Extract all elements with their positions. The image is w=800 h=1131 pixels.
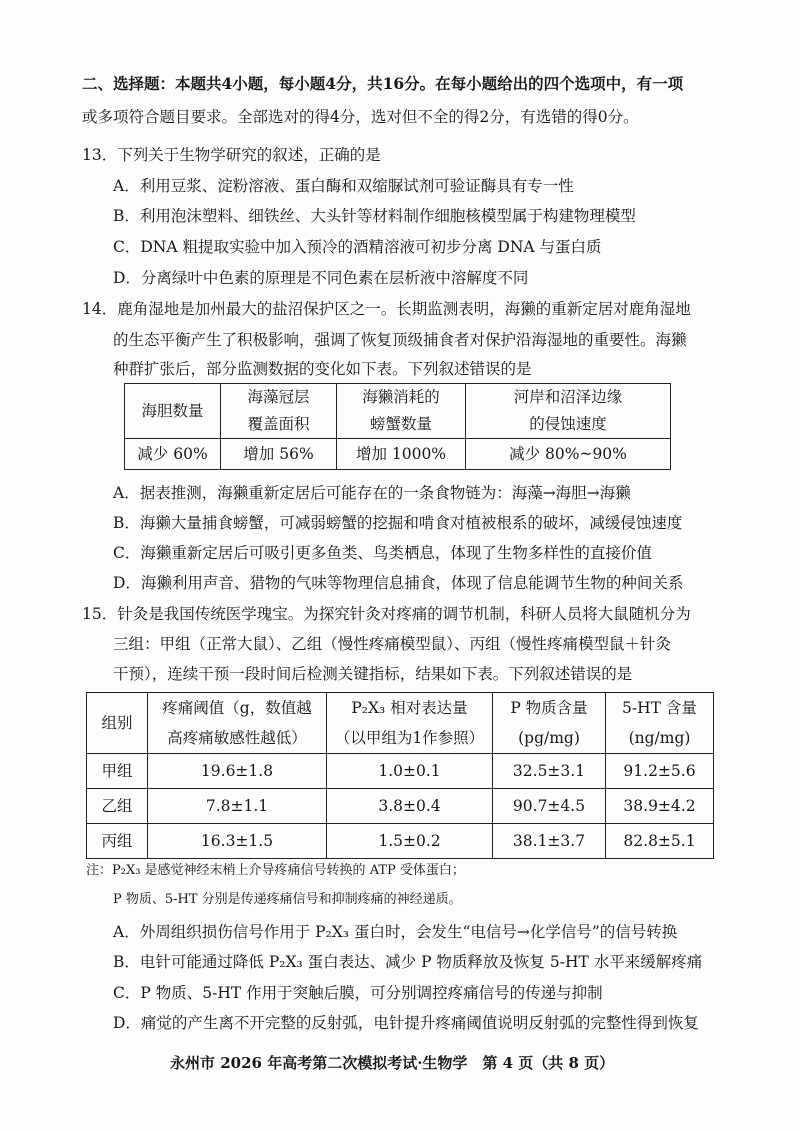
q14-cell: 减少 60% (125, 439, 221, 470)
q14-table (124, 383, 671, 470)
q15-cell: 7.8±1.1 (148, 789, 327, 824)
q15-table-row (87, 824, 714, 859)
q15-cell: 16.3±1.5 (148, 824, 327, 859)
q15-header-p-substance-1: P 物质含量 (510, 699, 588, 717)
q13-option-d: D．分离绿叶中色素的原理是不同色素在层析液中溶解度不同 (113, 269, 529, 287)
q15-header-p-substance-2: (pg/mg) (518, 729, 580, 747)
q15-header-p2x3-2: （以甲组为1作参照） (334, 729, 485, 747)
q15-cell: 1.0±0.1 (327, 754, 493, 789)
q14-stem-line-1: 14．鹿角湿地是加州最大的盐沼保护区之一。长期监测表明，海獭的重新定居对鹿角湿地 (82, 300, 691, 318)
q14-option-c: C．海獭重新定居后可吸引更多鱼类、鸟类栖息，体现了生物多样性的直接价值 (113, 544, 652, 562)
q13-option-a: A．利用豆浆、淀粉溶液、蛋白酶和双缩脲试剂可验证酶具有专一性 (113, 177, 574, 195)
q15-header-threshold-1: 疼痛阈值（g，数值越 (162, 699, 312, 717)
q14-header-kelp-1: 海藻冠层 (247, 388, 310, 406)
q14-header-crab-2: 螃蟹数量 (369, 415, 432, 433)
q15-option-c: C．P 物质、5-HT 作用于突触后膜，可分别调控疼痛信号的传递与抑制 (113, 984, 603, 1002)
q15-header-cell (606, 693, 714, 754)
q15-table-header-row (87, 693, 714, 754)
q14-option-d: D．海獭利用声音、猎物的气味等物理信息捕食，体现了信息能调节生物的种间关系 (113, 574, 684, 592)
q15-cell: 甲组 (87, 754, 148, 789)
q15-cell: 82.8±5.1 (606, 824, 714, 859)
q15-stem-line-1: 15．针灸是我国传统医学瑰宝。为探究针灸对疼痛的调节机制，科研人员将大鼠随机分为 (82, 605, 691, 623)
q15-header-p2x3-1: P₂X₃ 相对表达量 (351, 699, 468, 717)
q15-cell: 3.8±0.4 (327, 789, 493, 824)
q14-cell: 增加 56% (221, 439, 337, 470)
q15-header-group: 组别 (101, 714, 133, 732)
q15-cell: 19.6±1.8 (148, 754, 327, 789)
q15-option-a: A．外周组织损伤信号作用于 P₂X₃ 蛋白时，会发生“电信号→化学信号”的信号转换 (113, 923, 678, 941)
q13-option-b: B．利用泡沫塑料、细铁丝、大头针等材料制作细胞核模型属于构建物理模型 (113, 207, 636, 225)
q15-option-d: D．痛觉的产生离不开完整的反射弧，电针提升疼痛阈值说明反射弧的完整性得到恢复 (113, 1014, 699, 1032)
q15-cell: 38.1±3.7 (493, 824, 606, 859)
q15-table (86, 692, 714, 859)
q14-header-cell (221, 384, 337, 439)
q15-cell: 乙组 (87, 789, 148, 824)
q14-table-row (125, 439, 671, 470)
q14-stem-line-2: 的生态平衡产生了积极影响，强调了恢复顶级捕食者对保护沿海湿地的重要性。海獭 (113, 331, 687, 349)
q15-table-row (87, 789, 714, 824)
q14-cell: 减少 80%~90% (466, 439, 671, 470)
q15-header-5ht-1: 5-HT 含量 (622, 699, 697, 717)
q15-header-cell (87, 693, 148, 754)
q14-stem-line-3: 种群扩张后，部分监测数据的变化如下表。下列叙述错误的是 (113, 360, 532, 378)
q15-cell: 32.5±3.1 (493, 754, 606, 789)
q15-cell: 38.9±4.2 (606, 789, 714, 824)
q15-header-5ht-2: (ng/mg) (628, 729, 691, 747)
section-header-line-2: 或多项符合题目要求。全部选对的得4分，选对但不全的得2分，有选错的得0分。 (82, 108, 639, 126)
page-footer: 永州市 2026 年高考第二次模拟考试·生物学 第 4 页（共 8 页） (170, 1054, 615, 1072)
q15-stem-line-3: 干预），连续干预一段时间后检测关键指标，结果如下表。下列叙述错误的是 (113, 665, 633, 683)
section-header-line-1: 二、选择题：本题共4小题，每小题4分，共16分。在每小题给出的四个选项中，有一项 (82, 74, 684, 93)
q13-option-c: C．DNA 粗提取实验中加入预冷的酒精溶液可初步分离 DNA 与蛋白质 (113, 238, 602, 256)
q15-header-cell (493, 693, 606, 754)
q15-table-row (87, 754, 714, 789)
q15-cell: 91.2±5.6 (606, 754, 714, 789)
q14-header-cell (466, 384, 671, 439)
q15-note-line-2: P 物质、5-HT 分别是传递疼痛信号和抑制疼痛的神经递质。 (113, 892, 462, 907)
q14-header-cell (125, 384, 221, 439)
q14-option-a: A．据表推测，海獭重新定居后可能存在的一条食物链为：海藻→海胆→海獭 (113, 484, 631, 502)
q15-stem-line-2: 三组：甲组（正常大鼠）、乙组（慢性疼痛模型鼠）、丙组（慢性疼痛模型鼠＋针灸 (113, 635, 672, 653)
q14-cell: 增加 1000% (337, 439, 466, 470)
q15-note-line-1: 注：P₂X₃ 是感觉神经末梢上介导疼痛信号转换的 ATP 受体蛋白； (86, 863, 465, 878)
q14-header-erosion-2: 的侵蚀速度 (529, 415, 607, 433)
q15-option-b: B．电针可能通过降低 P₂X₃ 蛋白表达、减少 P 物质释放及恢复 5-HT 水平来缓解疼痛 (113, 953, 703, 971)
q14-header-kelp-2: 覆盖面积 (247, 415, 310, 433)
q14-header-erosion-1: 河岸和沼泽边缘 (513, 388, 623, 406)
q15-header-threshold-2: 高疼痛敏感性越低） (167, 729, 307, 747)
q14-table-header-row (125, 384, 671, 439)
q14-header-cell (337, 384, 466, 439)
q14-option-b: B．海獭大量捕食螃蟹，可减弱螃蟹的挖掘和啃食对植被根系的破坏，减缓侵蚀速度 (113, 514, 683, 532)
q14-header-crab-1: 海獭消耗的 (362, 388, 440, 406)
q14-header-urchin: 海胆数量 (141, 401, 204, 420)
q15-header-cell (327, 693, 493, 754)
q15-cell: 1.5±0.2 (327, 824, 493, 859)
q15-cell: 丙组 (87, 824, 148, 859)
q15-header-cell (148, 693, 327, 754)
q15-cell: 90.7±4.5 (493, 789, 606, 824)
q13-stem: 13．下列关于生物学研究的叙述，正确的是 (82, 146, 381, 164)
